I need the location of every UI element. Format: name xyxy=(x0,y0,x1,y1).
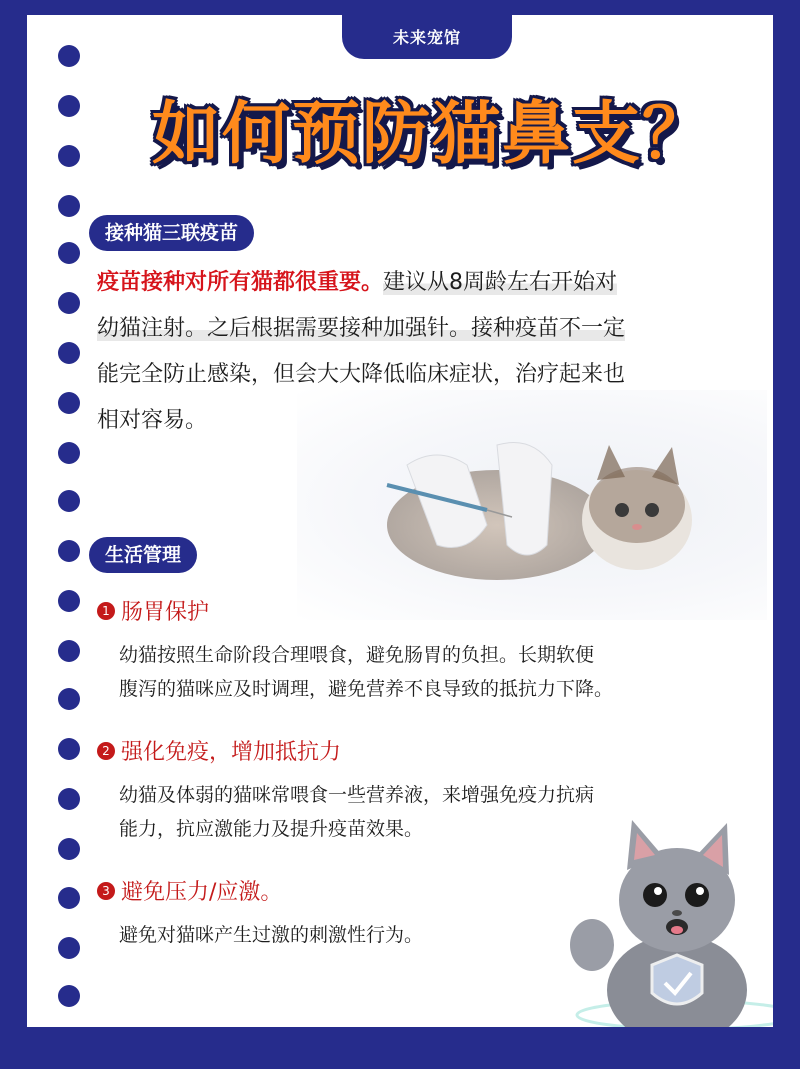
binder-hole xyxy=(58,242,80,264)
poster-card xyxy=(27,15,773,1027)
binder-hole xyxy=(58,887,80,909)
paragraph-line xyxy=(97,398,747,444)
binder-hole xyxy=(58,45,80,67)
paragraph-line xyxy=(97,352,747,398)
binder-hole xyxy=(58,490,80,512)
text-line: 幼猫及体弱的猫咪常喂食一些营养液，来增强免疫力抗病 xyxy=(119,784,595,806)
paragraph-text: 幼猫注射。之后根据需要接种加强针。接种疫苗不一定 xyxy=(97,316,626,341)
number-badge: 3 xyxy=(97,882,115,900)
binder-hole xyxy=(58,342,80,364)
brand-tab xyxy=(342,15,512,59)
binder-hole xyxy=(58,442,80,464)
binder-hole xyxy=(58,145,80,167)
heading-text: 肠胃保护 xyxy=(121,600,210,625)
grey-cat-illustration xyxy=(537,815,773,1027)
section-label-care: 生活管理 xyxy=(89,537,197,573)
binder-hole xyxy=(58,985,80,1007)
vaccine-highlight: 疫苗接种对所有猫都很重要。 xyxy=(97,270,384,295)
text-line: 幼猫按照生命阶段合理喂食，避免肠胃的负担。长期软便 xyxy=(119,644,595,666)
heading-text: 强化免疫，增加抵抗力 xyxy=(121,740,342,765)
page-title: 如何预防猫鼻支？ xyxy=(151,95,712,174)
text-line: 避免对猫咪产生过激的刺激性行为。 xyxy=(119,924,424,946)
number-badge: 1 xyxy=(97,602,115,620)
paragraph-line xyxy=(97,260,747,306)
binder-hole xyxy=(58,838,80,860)
binder-hole xyxy=(58,392,80,414)
vaccine-paragraph xyxy=(97,260,747,444)
brand-label: 未来宠馆 xyxy=(392,28,461,47)
binder-hole xyxy=(58,292,80,314)
binder-hole xyxy=(58,937,80,959)
paragraph-line xyxy=(97,306,747,352)
binder-hole xyxy=(58,95,80,117)
binder-hole xyxy=(58,195,80,217)
care-item-heading xyxy=(97,735,341,766)
paragraph-text: 相对容易。 xyxy=(97,408,208,433)
binder-holes xyxy=(58,45,80,1005)
binder-hole xyxy=(58,540,80,562)
text-line: 能力，抗应激能力及提升疫苗效果。 xyxy=(119,818,424,840)
binder-hole xyxy=(58,590,80,612)
binder-hole xyxy=(58,738,80,760)
care-item-heading xyxy=(97,875,282,906)
care-item-text xyxy=(119,638,739,706)
binder-hole xyxy=(58,688,80,710)
text-line: 腹泻的猫咪应及时调理，避免营养不良导致的抵抗力下降。 xyxy=(119,678,614,700)
section-label-vaccine: 接种猫三联疫苗 xyxy=(89,215,254,251)
paragraph-text: 能完全防止感染，但会大大降低临床症状，治疗起来也 xyxy=(97,362,626,387)
binder-hole xyxy=(58,640,80,662)
paragraph-text: 建议从8周龄左右开始对 xyxy=(383,270,618,295)
binder-hole xyxy=(58,788,80,810)
number-badge: 2 xyxy=(97,742,115,760)
kitten-vaccination-image xyxy=(347,425,767,625)
care-item-heading xyxy=(97,595,209,626)
heading-text: 避免压力/应激。 xyxy=(121,880,283,905)
